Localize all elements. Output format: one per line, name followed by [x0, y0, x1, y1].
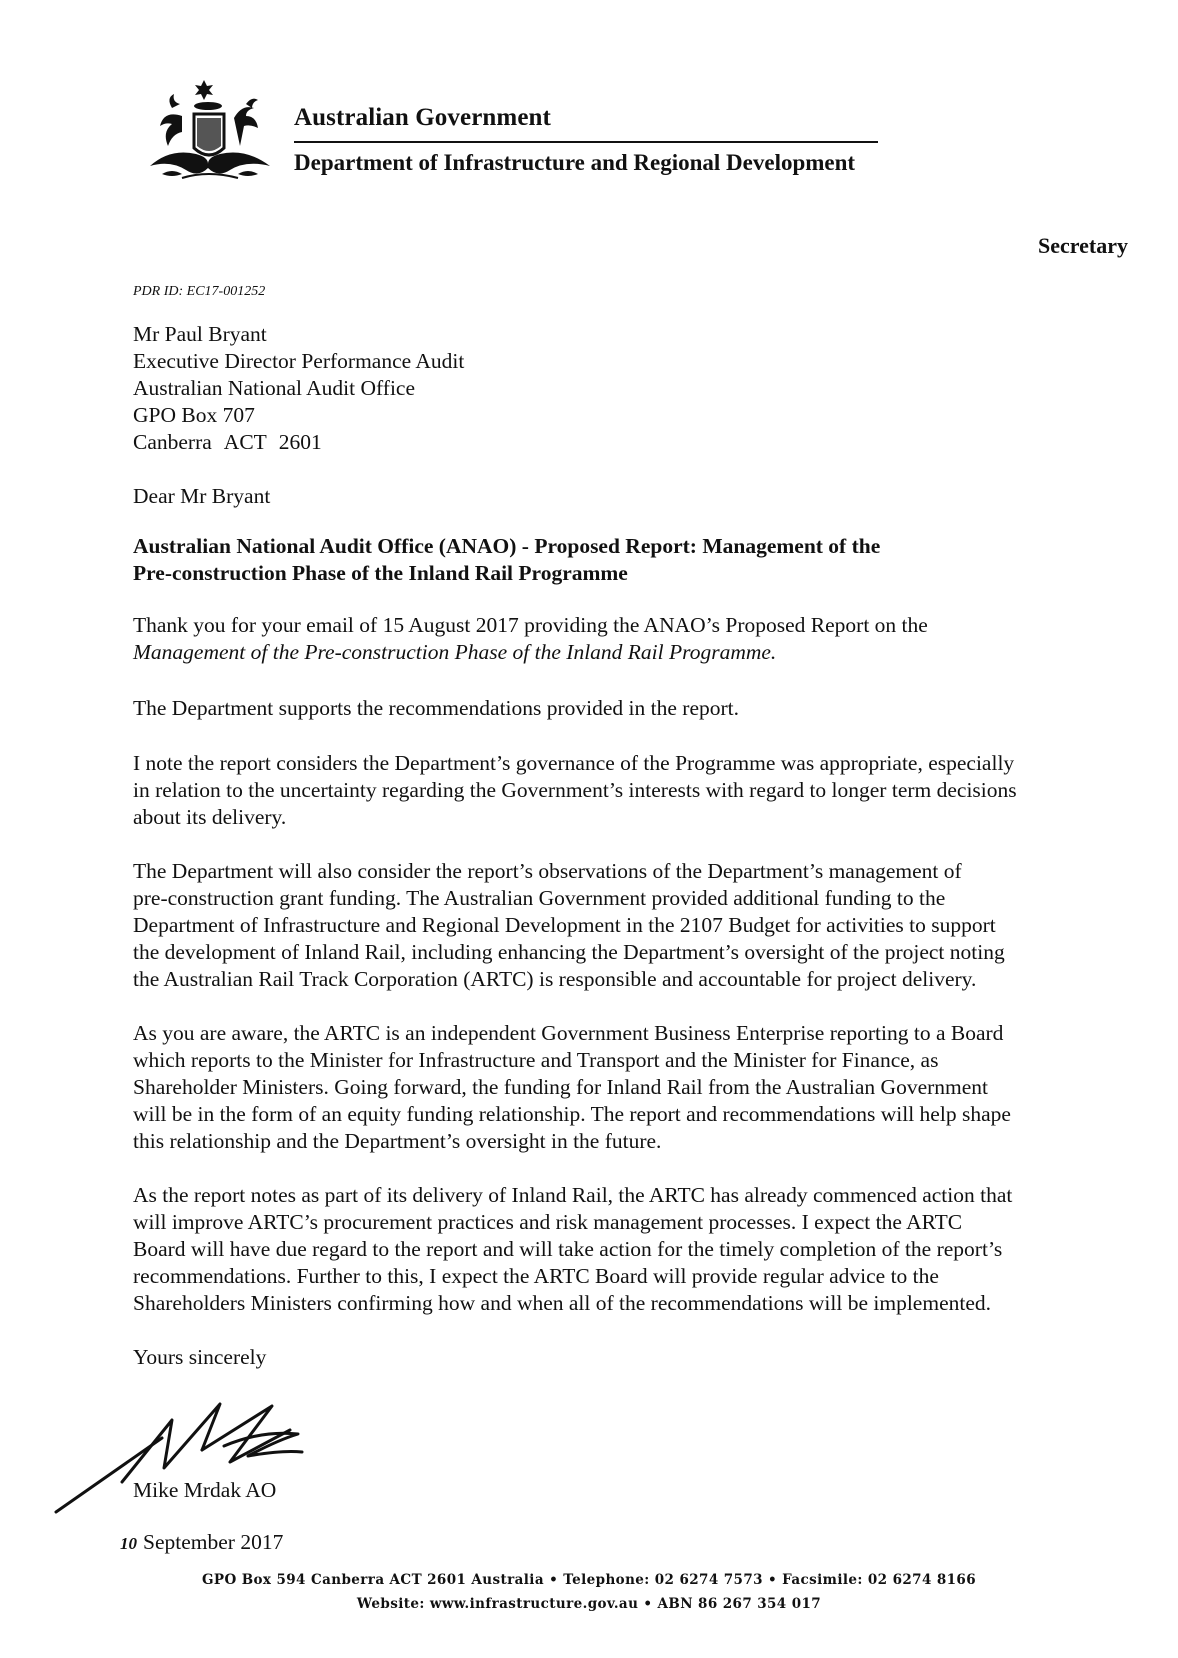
- recipient-name: Mr Paul Bryant: [133, 322, 267, 346]
- paragraph-line: Board will have due regard to the report and will take action for the timely completion of the report’s: [133, 1237, 1003, 1261]
- closing: Yours sincerely: [133, 1345, 267, 1369]
- paragraph-line: As the report notes as part of its delivery of Inland Rail, the ARTC has already commenced action that: [133, 1183, 1013, 1207]
- paragraph-6: [133, 1182, 1123, 1317]
- recipient-address: [133, 321, 1123, 456]
- recipient-title: Executive Director Performance Audit: [133, 349, 465, 373]
- paragraph-line: Department of Infrastructure and Regional Development in the 2107 Budget for activities to support: [133, 913, 996, 937]
- recipient-city: Canberra: [133, 430, 212, 454]
- coat-of-arms-icon: [142, 78, 278, 190]
- paragraph-line: will be in the form of an equity funding relationship. The report and recommendations will help shape: [133, 1102, 1011, 1126]
- paragraph-line: about its delivery.: [133, 805, 287, 829]
- recipient-state: ACT: [223, 430, 267, 454]
- letterhead-divider: [294, 141, 878, 143]
- department-name: Department of Infrastructure and Regional Development: [294, 150, 856, 175]
- paragraph-2: [133, 695, 1123, 722]
- paragraph-line: I note the report considers the Department’s governance of the Programme was appropriate, especially: [133, 751, 1015, 775]
- government-name: Australian Government: [294, 104, 551, 131]
- salutation: Dear Mr Bryant: [133, 484, 271, 508]
- recipient-organisation: Australian National Audit Office: [133, 376, 416, 400]
- paragraph-line: As you are aware, the ARTC is an independent Government Business Enterprise reporting to a Board: [133, 1021, 1004, 1045]
- footer-website: Website: www.infrastructure.gov.au • ABN 86 267 354 017: [356, 1596, 822, 1612]
- paragraph-1: [133, 612, 1123, 666]
- reference-number: PDR ID: EC17-001252: [133, 284, 266, 299]
- office-title: Secretary: [1038, 233, 1128, 258]
- paragraph-line: Shareholders Ministers confirming how and when all of the recommendations will be implemented.: [133, 1291, 992, 1315]
- paragraph-line: the Australian Rail Track Corporation (ARTC) is responsible and accountable for project delivery.: [133, 967, 977, 991]
- recipient-po-box: GPO Box 707: [133, 403, 255, 427]
- paragraph-line: recommendations. Further to this, I expect the ARTC Board will provide regular advice to the: [133, 1264, 939, 1288]
- paragraph-5: [133, 1020, 1123, 1155]
- recipient-postcode: 2601: [278, 430, 322, 454]
- paragraph-3: [133, 750, 1123, 831]
- subject-heading: [133, 533, 1123, 587]
- paragraph-line: pre-construction grant funding. The Australian Government provided additional funding to the: [133, 886, 946, 910]
- paragraph-4: [133, 858, 1123, 993]
- paragraph-line: which reports to the Minister for Infrastructure and Transport and the Minister for Finance, as: [133, 1048, 939, 1072]
- date-month-year: September 2017: [143, 1530, 284, 1554]
- paragraph-line: the development of Inland Rail, including enhancing the Department’s oversight of the project noting: [133, 940, 1005, 964]
- paragraph-line: in relation to the uncertainty regarding the Government’s interests with regard to longer term decisions: [133, 778, 1017, 802]
- recipient-city-line: [133, 429, 1123, 456]
- subject-line: Pre-construction Phase of the Inland Rail Programme: [133, 561, 628, 585]
- paragraph-line: this relationship and the Department’s oversight in the future.: [133, 1129, 662, 1153]
- paragraph-line: Shareholder Ministers. Going forward, the funding for Inland Rail from the Australian Government: [133, 1075, 989, 1099]
- footer-contact: GPO Box 594 Canberra ACT 2601 Australia • Telephone: 02 6274 7573 • Facsimile: 02 6274 8166: [201, 1572, 977, 1588]
- paragraph-line: Thank you for your email of 15 August 2017 providing the ANAO’s Proposed Report on the: [133, 613, 928, 637]
- letter-date: [120, 1530, 283, 1555]
- handwritten-day: 10: [120, 1534, 137, 1553]
- paragraph-line: will improve ARTC’s procurement practices and risk management processes. I expect the ARTC: [133, 1210, 963, 1234]
- report-title-italic: Management of the Pre-construction Phase of the Inland Rail Programme.: [133, 640, 777, 664]
- subject-line: Australian National Audit Office (ANAO) - Proposed Report: Management of the: [133, 534, 881, 558]
- paragraph-line: The Department will also consider the report’s observations of the Department’s management of: [133, 859, 962, 883]
- paragraph-line: The Department supports the recommendations provided in the report.: [133, 696, 740, 720]
- signer-name: Mike Mrdak AO: [133, 1478, 277, 1502]
